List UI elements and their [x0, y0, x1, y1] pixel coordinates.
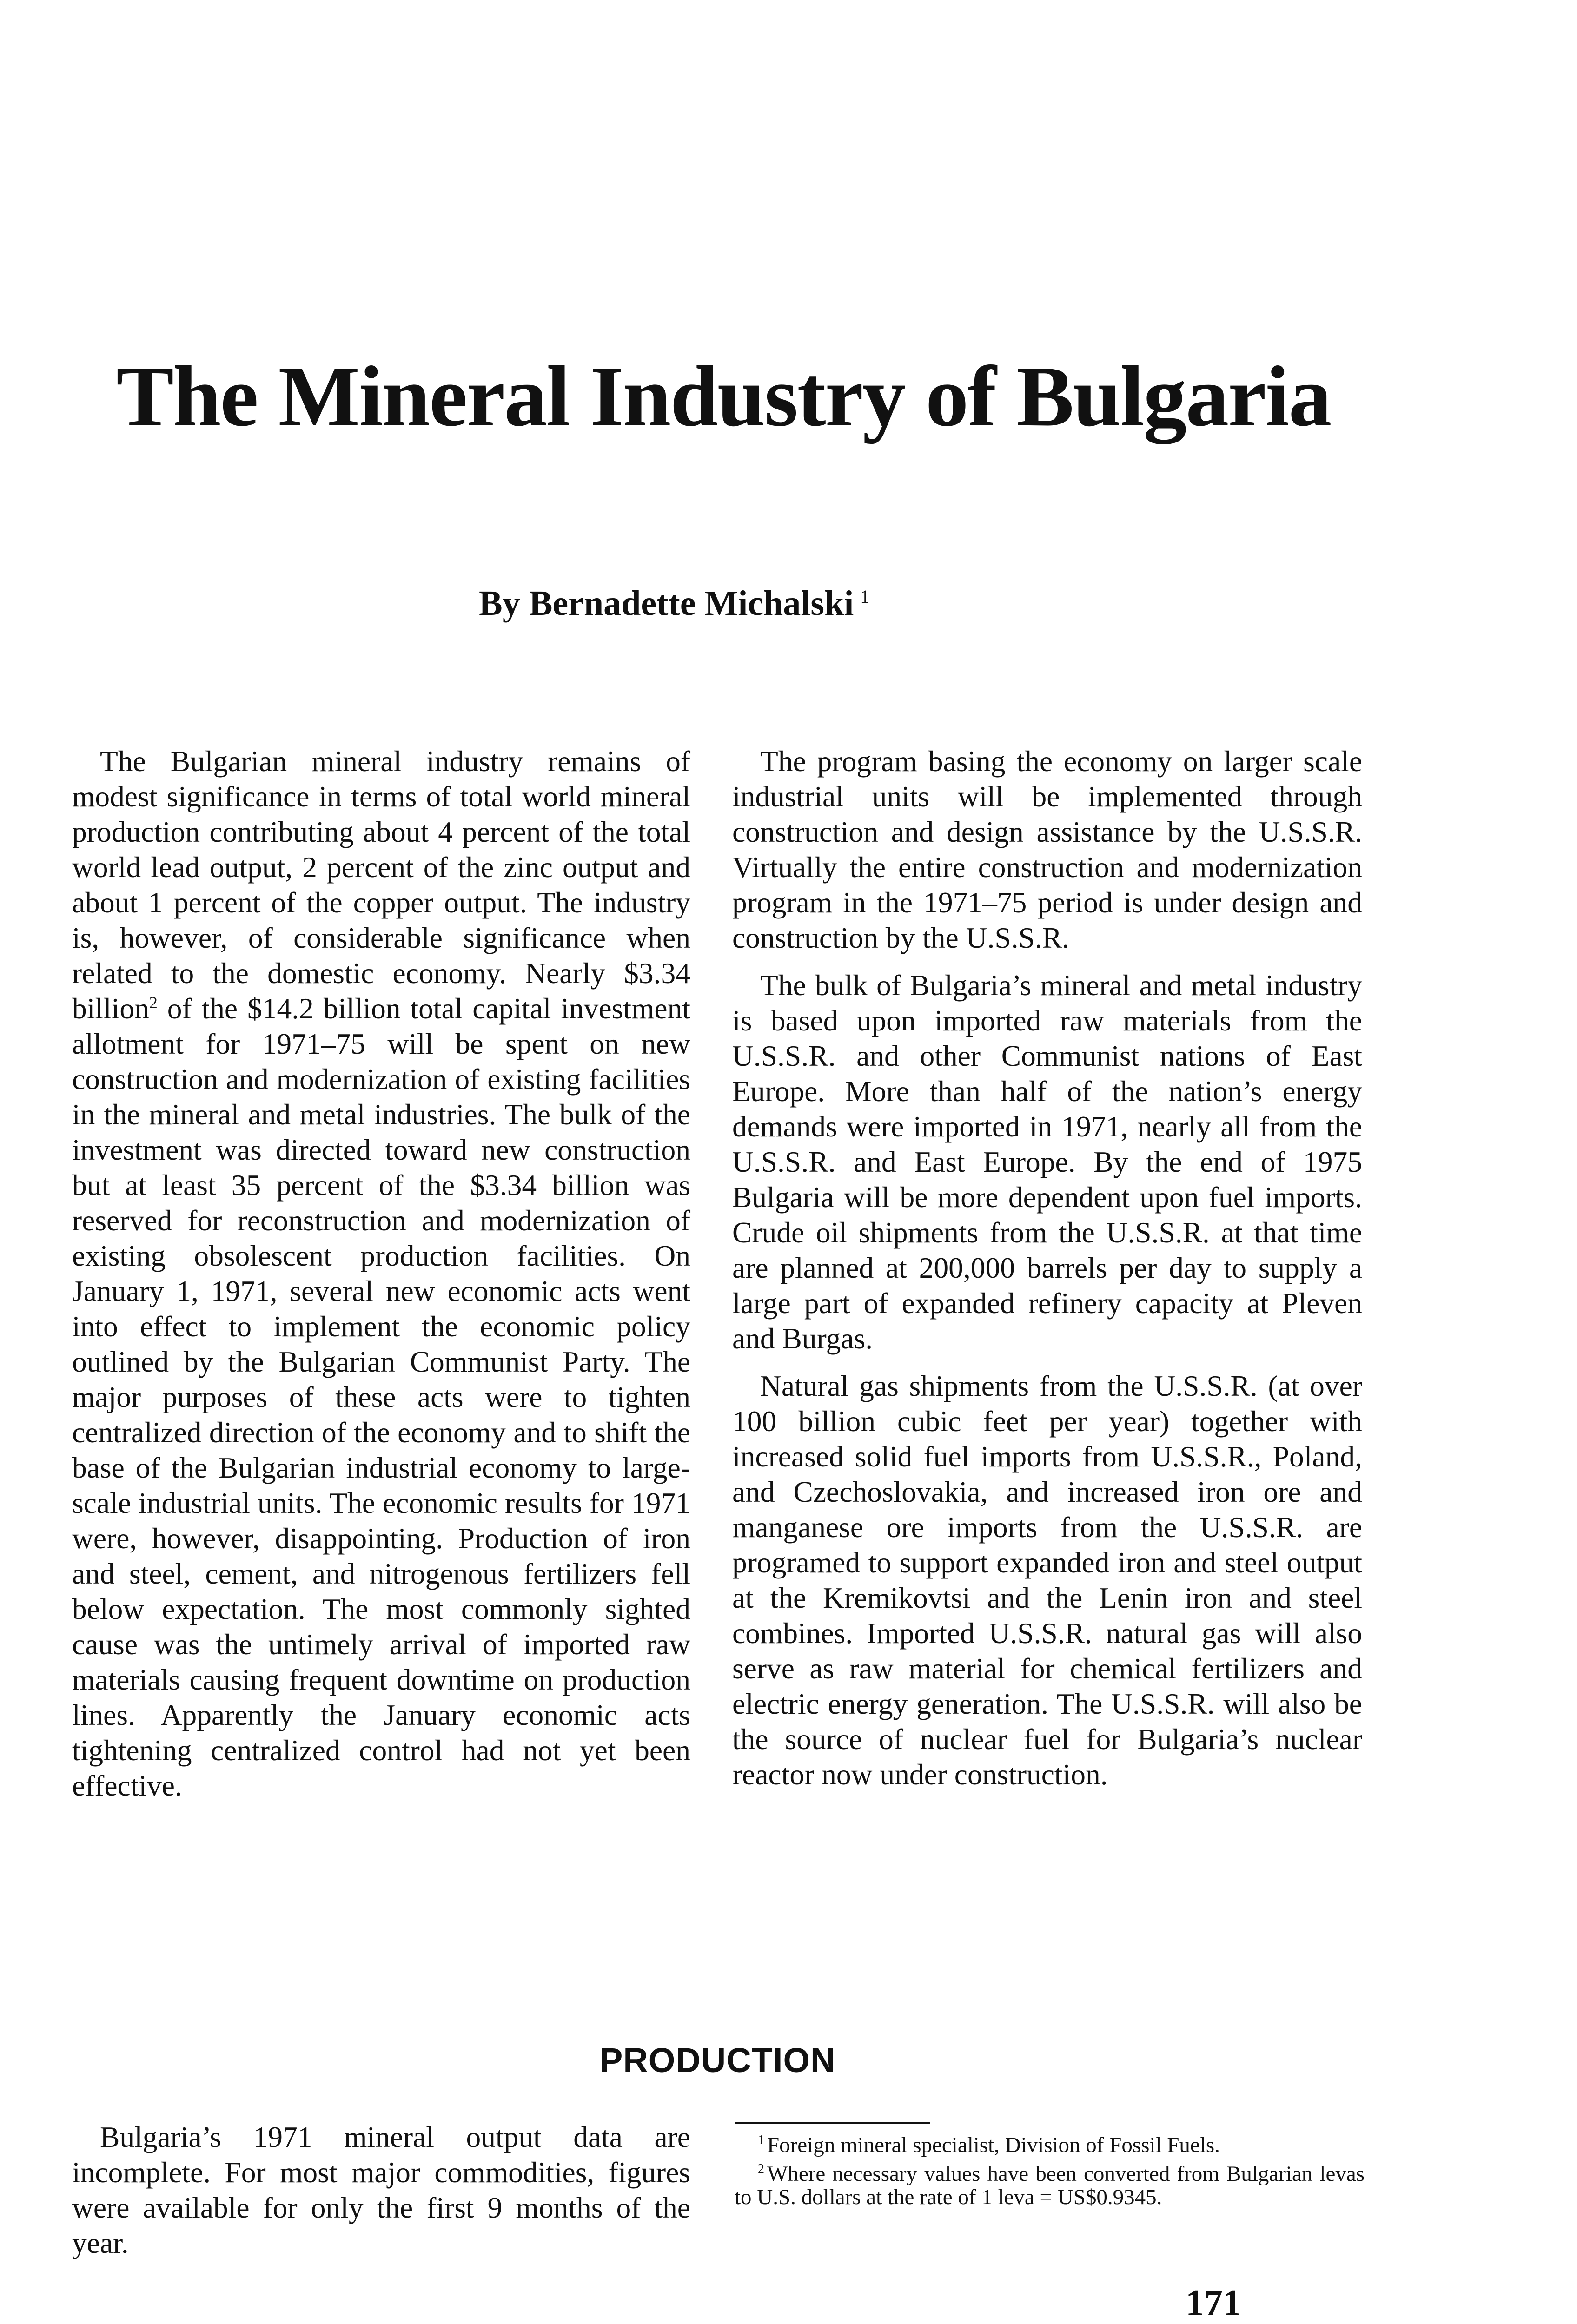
paragraph-soviet-assistance: The program basing the economy on larger scale industrial units will be implemented through construction and design assistance by the U.S.S.R. Virtually the entire construction and modernization program in the 1971–75 period is under design and construction by the U.S.S.R.: [732, 745, 1362, 954]
paragraph-imported-raw-materials: The bulk of Bulgaria’s mineral and metal industry is based upon imported raw materials from the U.S.S.R. and other Communist nations of East Europe. More than half of the nation’s energy demands were imported in 1971, nearly all from the U.S.S.R. and East Europe. By the end of 1975 Bulgaria will be more dependent upon fuel imports. Crude oil shipments from the U.S.S.R. at that time are planned at 200,000 barrels per day to supply a large part of expanded refinery capacity at Pleven and Burgas.: [732, 969, 1362, 1355]
footnote-2: [735, 2162, 1365, 2209]
intro-text-part-1: The Bulgarian mineral industry remains of modest significance in terms of total world mineral production contributing about 4 percent of the total world lead output, 2 percent of the zinc output and about 1 percent of the copper output. The industry is, however, of considerable significance when related to the domestic economy. Nearly $3.34 billion: [72, 745, 690, 1025]
left-column: [72, 744, 690, 1803]
production-paragraph: Bulgaria’s 1971 mineral output data are incomplete. For most major commodities, figures were available for only the first 9 months of the year.: [72, 2120, 690, 2259]
footnote-2-marker: 2: [758, 2162, 764, 2177]
footnote-1: [735, 2133, 1365, 2157]
footnote-reference: 2: [149, 993, 158, 1012]
footnote-divider: [735, 2122, 930, 2124]
intro-paragraph: [72, 744, 690, 1803]
article-title: The Mineral Industry of Bulgaria: [116, 349, 1331, 444]
footnote-2-text: Where necessary values have been converted from Bulgarian levas to U.S. dollars at the rate of 1 leva = US$0.9345.: [735, 2162, 1365, 2209]
footnote-1-text: Foreign mineral specialist, Division of Fossil Fuels.: [767, 2133, 1220, 2157]
right-column: [732, 744, 1362, 1792]
production-column: [72, 2119, 690, 2261]
intro-text-part-2: of the $14.2 billion total capital investment allotment for 1971–75 will be spent on new construction and modernization of existing facilities in the mineral and metal industries. The bulk of the investment was directed toward new construction but at least 35 percent of the $3.34 billion was reserved for reconstruction and modernization of existing obsolescent production facilities. On January 1, 1971, several new economic acts went into effect to implement the economic policy outlined by the Bulgarian Communist Party. The major purposes of these acts were to tighten centralized direction of the economy and to shift the base of the Bulgarian industrial economy to large-scale industrial units. The economic results for 1971 were, however, disappointing. Production of iron and steel, cement, and nitrogenous fertilizers fell below expectation. The most commonly sighted cause was the untimely arrival of imported raw materials causing frequent downtime on production lines. Apparently the January economic acts tightening centralized control had not yet been effective.: [72, 992, 690, 1802]
byline: [479, 583, 869, 624]
author-name: By Bernadette Michalski: [479, 584, 854, 623]
footnotes: [735, 2133, 1365, 2214]
paragraph-natural-gas: Natural gas shipments from the U.S.S.R. (at over 100 billion cubic feet per year) together with increased solid fuel imports from U.S.S.R., Poland, and Czechoslovakia, and increased iron ore and manganese ore imports from the U.S.S.R. are programed to support expanded iron and steel output at the Kremikovtsi and the Lenin iron and steel combines. Imported U.S.S.R. natural gas will also serve as raw material for chemical fertilizers and electric energy generation. The U.S.S.R. will also be the source of nuclear fuel for Bulgaria’s nuclear reactor now under construction.: [732, 1369, 1362, 1791]
author-footnote-marker: 1: [860, 586, 870, 607]
page-number: 171: [1186, 2283, 1241, 2324]
section-heading-production: PRODUCTION: [600, 2041, 836, 2080]
footnote-1-marker: 1: [758, 2133, 764, 2148]
